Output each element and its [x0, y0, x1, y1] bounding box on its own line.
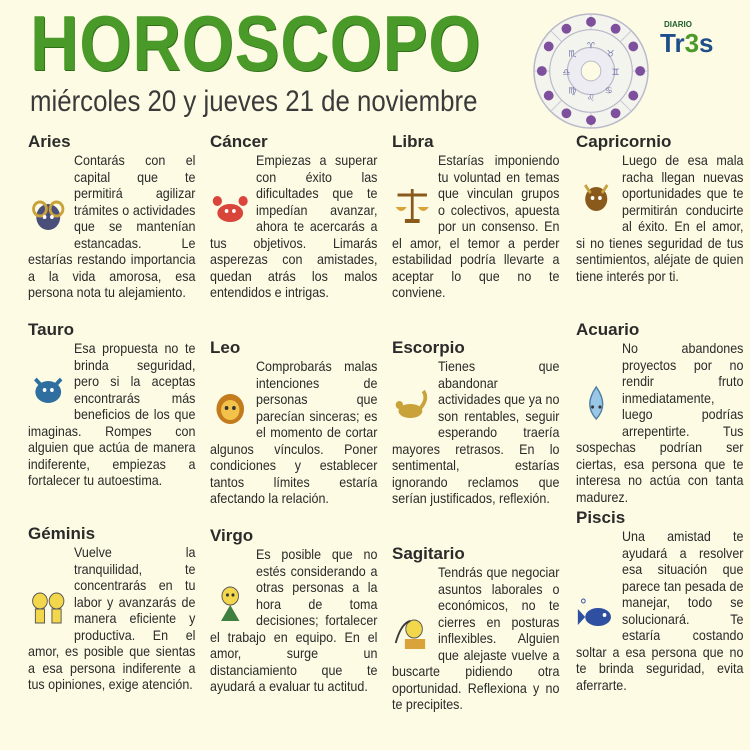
sign-title: Tauro [28, 320, 74, 339]
page-subtitle: miércoles 20 y jueves 21 de noviembre [30, 85, 478, 118]
svg-text:♈: ♈ [587, 41, 595, 52]
scales-icon [392, 183, 432, 227]
virgin-icon [210, 581, 250, 625]
sign-title: Libra [392, 132, 434, 151]
sign-tauro: Tauro Esa propuesta no te brinda seguridad, pero si la aceptas encontrarás más beneficios de los que imaginas. Rompes con alguien que actúa de manera indiferente, empiezas a fortalecer tu autoestima. [28, 320, 196, 488]
diario-tres-logo: DIARIO Tr3s [660, 20, 714, 58]
sign-title: Sagitario [392, 544, 465, 563]
svg-text:♎: ♎ [562, 67, 571, 78]
water-bearer-icon [576, 381, 616, 425]
zodiac-wheel-icon [532, 12, 650, 130]
sign-capricornio: Capricornio Luego de esa mala racha llegan nuevas oportunidades que te permitirán conducirte al éxito. En el amor, si no tienes seguridad de tus sentimientos, aléjate de quien tiene interés por ti. [576, 132, 744, 284]
svg-text:♌: ♌ [587, 93, 595, 104]
archer-icon [392, 613, 432, 657]
sign-title: Piscis [576, 508, 626, 527]
sign-geminis: Géminis Vuelve la tranquilidad, te concentrarás en tu labor y avanzarás de manera eficiente y productiva. En el amor, es posible que sientas a esa persona indiferente a tus opiniones, exige atención. [28, 524, 196, 692]
sign-title: Virgo [210, 526, 254, 545]
sign-title: Aries [28, 132, 71, 151]
svg-text:♍: ♍ [568, 86, 577, 97]
sign-piscis: Piscis Una amistad te ayudará a resolver esa situación que parece tan pesada de manejar, todo se solucionará. Te estaría costando soltar a esa persona que no te brinda seguridad, evita aferrarte. [576, 508, 744, 693]
ram-icon [28, 193, 68, 237]
scorpion-icon [392, 383, 432, 427]
lion-icon [210, 387, 250, 431]
svg-text:♏: ♏ [568, 49, 577, 60]
goat-icon [576, 175, 616, 219]
sign-libra: Libra Estarías imponiendo tu voluntad en temas que vinculan grupos o colectivos, apuesta por un consenso. En el amor, el temor a perder estabilidad podría llevarte a aceptar lo que no te conviene. [392, 132, 560, 300]
sign-leo: Leo Comprobarás malas intenciones de personas que parecían sinceras; es el momento de cortar algunos vínculos. Poner condiciones y establecer tantos límites estaría afectando la relación. [210, 338, 378, 506]
sign-sagitario: Sagitario Tendrás que negociar asuntos laborales o económicos, no te cierres en posturas inflexibles. Alguien que alejaste vuelve a buscarte pidiendo otra oportunidad. Reflexiona y no te precipites. [392, 544, 560, 712]
bull-icon [28, 365, 68, 409]
sign-title: Cáncer [210, 132, 268, 151]
sign-title: Géminis [28, 524, 96, 543]
sign-acuario: Acuario No abandones proyectos por no rendir fruto inmediatamente, luego podrías arrepentirte. Tus sospechas podrían ser ciertas, esa persona que te interesa no actúa con tanta madurez. [576, 320, 744, 505]
page-title: HOROSCOPO [30, 0, 482, 87]
sign-title: Acuario [576, 320, 640, 339]
sign-escorpio: Escorpio Tienes que abandonar actividades que ya no son rentables, seguir esperando traería mayores retrasos. En lo sentimental, estarías ignorando reclamos que serían justificados, reflexión. [392, 338, 560, 506]
twins-icon [28, 585, 68, 629]
sign-title: Escorpio [392, 338, 465, 357]
svg-text:♋: ♋ [604, 86, 613, 97]
crab-icon [210, 187, 250, 231]
sign-title: Capricornio [576, 132, 672, 151]
sign-title: Leo [210, 338, 241, 357]
svg-text:♉: ♉ [606, 49, 615, 60]
sign-virgo: Virgo Es posible que no estés considerando a otras personas a la hora de toma decisiones; fortalecer el trabajo en equipo. En el amor, surge un distanciamiento que te ayudará a evaluar tu actitud. [210, 526, 378, 694]
fish-icon [576, 593, 616, 637]
sign-cancer: Cáncer Empiezas a superar con éxito las dificultades que te impedían avanzar, ahora te acercarás a tus objetivos. Limarás asperezas con amistades, quedan atrás los malos entendidos e intrigas. [210, 132, 378, 300]
sign-aries: Aries Contarás con el capital que te permitirá agilizar trámites o actividades que se mantenían estancadas. Le estarías restando importancia a la vida amorosa, esa persona nota tu alejamiento. [28, 132, 196, 300]
svg-text:♊: ♊ [611, 67, 620, 78]
